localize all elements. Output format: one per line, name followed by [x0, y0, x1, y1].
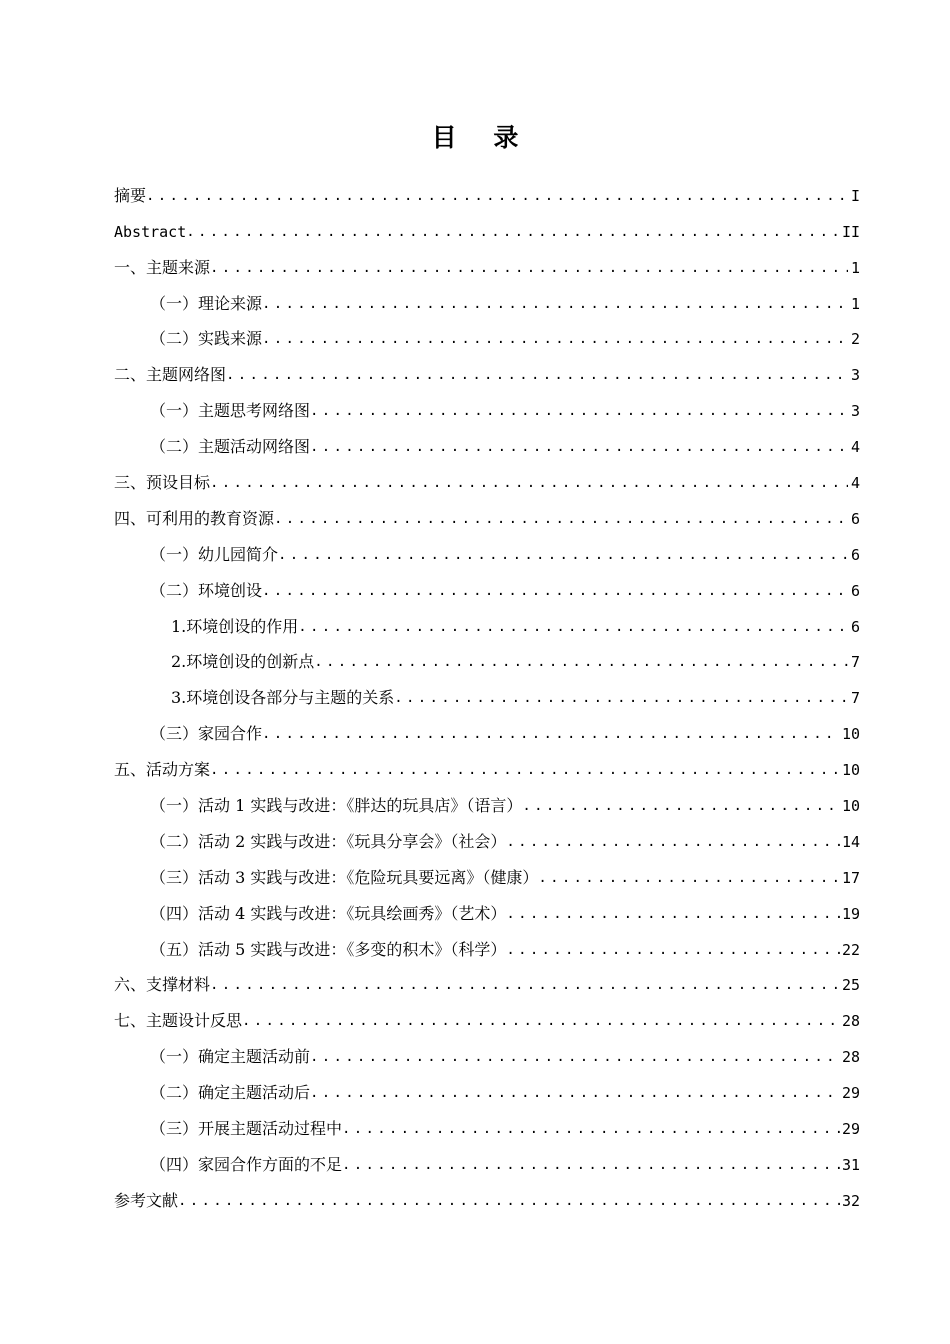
toc-entry-label: （三）开展主题活动过程中 [150, 1119, 343, 1139]
toc-entry-label: （一）主题思考网络图 [150, 401, 311, 421]
toc-entry-label: （一）理论来源 [150, 293, 263, 313]
toc-entry-label: 二、主题网络图 [114, 365, 227, 385]
toc-dot-leader [210, 760, 840, 784]
toc-entry-page-number: 28 [841, 1012, 860, 1031]
toc-entry-label: （四）家园合作方面的不足 [150, 1154, 343, 1174]
toc-entry[interactable] [114, 353, 860, 389]
toc-entry-page-number: 32 [841, 1191, 860, 1210]
toc-entry-label: 2.环境创设的创新点 [171, 652, 315, 672]
toc-entry-page-number: 10 [841, 725, 860, 744]
toc-dot-leader [262, 724, 840, 748]
toc-entry[interactable] [114, 892, 860, 928]
toc-entry-label: （二）环境创设 [150, 580, 263, 600]
toc-entry[interactable] [114, 1071, 860, 1107]
toc-entry[interactable] [114, 569, 860, 605]
toc-entry[interactable] [114, 605, 860, 641]
toc-dot-leader [314, 652, 848, 676]
toc-entry[interactable] [114, 641, 860, 677]
toc-entry-page-number: 4 [850, 438, 860, 457]
toc-entry[interactable] [114, 461, 860, 497]
toc-dot-leader [278, 545, 848, 569]
toc-dot-leader [210, 975, 840, 999]
toc-entry[interactable] [114, 389, 860, 425]
toc-entry-label: （二）确定主题活动后 [150, 1083, 311, 1103]
toc-dot-leader [310, 1083, 840, 1107]
toc-entry-page-number: 19 [841, 904, 860, 923]
toc-entry-label: 3.环境创设各部分与主题的关系 [171, 688, 395, 708]
toc-entry-page-number: 31 [841, 1155, 860, 1174]
toc-entry[interactable] [114, 928, 860, 964]
toc-entry-page-number: I [850, 186, 860, 205]
toc-dot-leader [506, 832, 840, 856]
page-title: 目 录 [431, 123, 533, 152]
toc-entry-label: （二）主题活动网络图 [150, 437, 311, 457]
toc-entry-page-number: 17 [841, 868, 860, 887]
toc-entry[interactable] [114, 1107, 860, 1143]
toc-entry[interactable] [114, 1035, 860, 1071]
toc-entry-page-number: 1 [850, 294, 860, 313]
toc-entry-label: 一、主题来源 [114, 257, 211, 277]
toc-dot-leader [394, 688, 848, 712]
toc-dot-leader [506, 904, 840, 928]
toc-entry-label: （二）实践来源 [150, 329, 263, 349]
toc-entry-label: （一）幼儿园简介 [150, 544, 279, 564]
toc-dot-leader [538, 868, 840, 892]
toc-entry[interactable] [114, 425, 860, 461]
toc-entry[interactable] [114, 712, 860, 748]
toc-entry[interactable] [114, 1143, 860, 1179]
toc-entry-label: 五、活动方案 [114, 760, 211, 780]
toc-entry[interactable] [114, 784, 860, 820]
toc-entry-page-number: 10 [841, 797, 860, 816]
toc-entry-page-number: 22 [841, 940, 860, 959]
toc-entry-label: （三）活动 3 实践与改进：《危险玩具要远离》（健康） [150, 867, 539, 887]
toc-dot-leader [298, 617, 848, 641]
toc-entry-label: 三、预设目标 [114, 473, 211, 493]
toc-entry[interactable] [114, 246, 860, 282]
toc-entry-label: （二）活动 2 实践与改进：《玩具分享会》（社会） [150, 831, 507, 851]
table-of-contents [114, 174, 860, 1215]
toc-dot-leader [310, 1047, 840, 1071]
toc-dot-leader [242, 1011, 840, 1035]
toc-entry-page-number: 1 [850, 258, 860, 277]
toc-entry-page-number: 3 [850, 366, 860, 385]
toc-entry-label: Abstract [114, 222, 187, 241]
toc-entry-label: （一）确定主题活动前 [150, 1047, 311, 1067]
toc-dot-leader [210, 473, 848, 497]
toc-entry-label: （四）活动 4 实践与改进：《玩具绘画秀》（艺术） [150, 903, 507, 923]
toc-dot-leader [342, 1119, 840, 1143]
toc-entry-page-number: 10 [841, 761, 860, 780]
toc-entry-page-number: 2 [850, 330, 860, 349]
toc-entry-page-number: 6 [850, 545, 860, 564]
toc-dot-leader [210, 258, 848, 282]
toc-entry-page-number: 25 [841, 976, 860, 995]
toc-dot-leader [262, 294, 848, 318]
toc-entry[interactable] [114, 318, 860, 354]
toc-entry[interactable] [114, 999, 860, 1035]
toc-dot-leader [178, 1191, 840, 1215]
toc-entry[interactable] [114, 964, 860, 1000]
toc-entry-label: （三）家园合作 [150, 724, 263, 744]
toc-dot-leader [274, 509, 848, 533]
toc-entry-label: 摘要 [114, 185, 147, 205]
toc-dot-leader [310, 437, 848, 461]
toc-dot-leader [186, 222, 840, 246]
toc-entry[interactable] [114, 748, 860, 784]
toc-dot-leader [146, 186, 848, 210]
toc-dot-leader [262, 329, 848, 353]
toc-entry-page-number: 6 [850, 617, 860, 636]
toc-entry-page-number: II [841, 222, 860, 241]
toc-dot-leader [522, 796, 840, 820]
toc-entry-page-number: 14 [841, 832, 860, 851]
toc-entry-label: 六、支撑材料 [114, 975, 211, 995]
toc-entry[interactable] [114, 856, 860, 892]
toc-entry[interactable] [114, 533, 860, 569]
toc-entry-page-number: 3 [850, 402, 860, 421]
toc-dot-leader [342, 1155, 840, 1179]
toc-dot-leader [262, 581, 848, 605]
toc-dot-leader [310, 401, 848, 425]
toc-entry-page-number: 6 [850, 509, 860, 528]
toc-entry-page-number: 29 [841, 1120, 860, 1139]
toc-entry[interactable] [114, 210, 860, 246]
toc-entry-label: 七、主题设计反思 [114, 1011, 243, 1031]
toc-entry-page-number: 29 [841, 1084, 860, 1103]
toc-entry-label: 参考文献 [114, 1190, 179, 1210]
toc-entry[interactable] [114, 282, 860, 318]
toc-entry-label: 1.环境创设的作用 [171, 616, 299, 636]
toc-entry-page-number: 4 [850, 474, 860, 493]
toc-entry[interactable] [114, 174, 860, 210]
toc-entry[interactable] [114, 820, 860, 856]
toc-dot-leader [506, 940, 840, 964]
toc-dot-leader [226, 365, 848, 389]
toc-entry-page-number: 6 [850, 581, 860, 600]
toc-entry-label: （五）活动 5 实践与改进：《多变的积木》（科学） [150, 939, 507, 959]
toc-entry-label: （一）活动 1 实践与改进：《胖达的玩具店》（语言） [150, 796, 523, 816]
toc-entry[interactable] [114, 676, 860, 712]
toc-entry[interactable] [114, 497, 860, 533]
toc-entry[interactable] [114, 1179, 860, 1215]
toc-entry-page-number: 28 [841, 1048, 860, 1067]
toc-entry-label: 四、可利用的教育资源 [114, 508, 275, 528]
toc-entry-page-number: 7 [850, 689, 860, 708]
toc-entry-page-number: 7 [850, 653, 860, 672]
